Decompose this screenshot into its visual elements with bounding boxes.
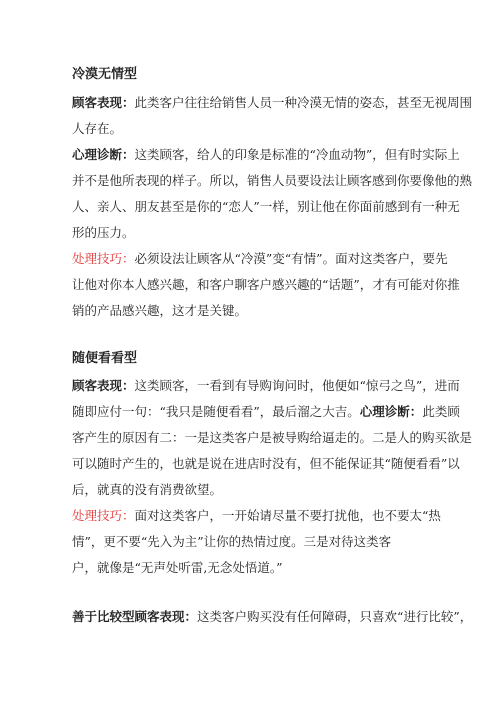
paragraph-label: 心理诊断： (359, 404, 423, 419)
paragraph-line: 让他对你本人感兴趣，和客户聊客户感兴趣的“话题”，才有可能对你推 (72, 277, 460, 292)
paragraph-line (72, 404, 460, 420)
paragraph-line (72, 609, 473, 625)
paragraph-line (72, 378, 460, 394)
paragraph-line: 并不是他所表现的样子。所以，销售人员要设法让顾客感到你要像他的熟 (72, 173, 473, 188)
paragraph-line (72, 95, 473, 111)
paragraph-line: 形的压力。 (72, 225, 135, 240)
paragraph-text: 此类顾 (422, 404, 460, 419)
paragraph-label: 心理诊断： (72, 147, 135, 162)
paragraph-text: 随即应付一句：“我只是随便看看”，最后溜之大吉。 (72, 404, 360, 419)
paragraph-line: 情”，更不要“先入为主”让你的热情过度。三是对待这类客 (72, 534, 392, 549)
paragraph-line: 人存在。 (72, 121, 123, 136)
paragraph-text: 此类客户往往给销售人员一种冷漠无情的姿态，甚至无视周围 (134, 95, 473, 110)
paragraph-text: 必须设法让顾客从“冷漠”变“有情”。面对这类客户，要先 (134, 251, 448, 266)
paragraph-label-highlight: 处理技巧： (72, 251, 135, 266)
section-title: 冷漠无情型 (72, 67, 138, 82)
paragraph-line (72, 251, 448, 267)
paragraph-text: 面对这类客户，一开始请尽量不要打扰他，也不要太“热 (134, 508, 441, 523)
paragraph-label: 顾客表现： (72, 378, 135, 393)
paragraph-line: 客产生的原因有二：一是这类客户是被导购给逼走的。二是人的购买欲是 (72, 430, 473, 445)
paragraph-text: 这类顾客，一看到有导购询问时，他便如“惊弓之鸟”，进而 (134, 378, 460, 393)
paragraph-line: 人、亲人、朋友甚至是你的“恋人”一样，别让他在你面前感到有一种无 (72, 199, 460, 214)
paragraph-line: 后，就真的没有消费欲望。 (72, 482, 223, 497)
section-title: 随便看看型 (72, 351, 138, 366)
paragraph-line: 可以随时产生的，也就是说在进店时没有，但不能保证其“随便看看”以 (72, 456, 460, 471)
paragraph-text: 这类顾客，给人的印象是标准的“冷血动物”，但有时实际上 (134, 147, 460, 162)
paragraph-label: 顾客表现： (72, 95, 135, 110)
paragraph-label-highlight: 处理技巧： (72, 508, 135, 523)
paragraph-text: 这类客户购买没有任何障碍，只喜欢“进行比较”， (197, 609, 473, 624)
section-title: 善于比较型顾客表现： (72, 609, 198, 624)
paragraph-line: 户，就像是“无声处听雷,无念处悟道。” (72, 560, 283, 575)
paragraph-line (72, 508, 441, 524)
paragraph-line: 销的产品感兴趣，这才是关键。 (72, 303, 248, 318)
paragraph-line (72, 147, 460, 163)
